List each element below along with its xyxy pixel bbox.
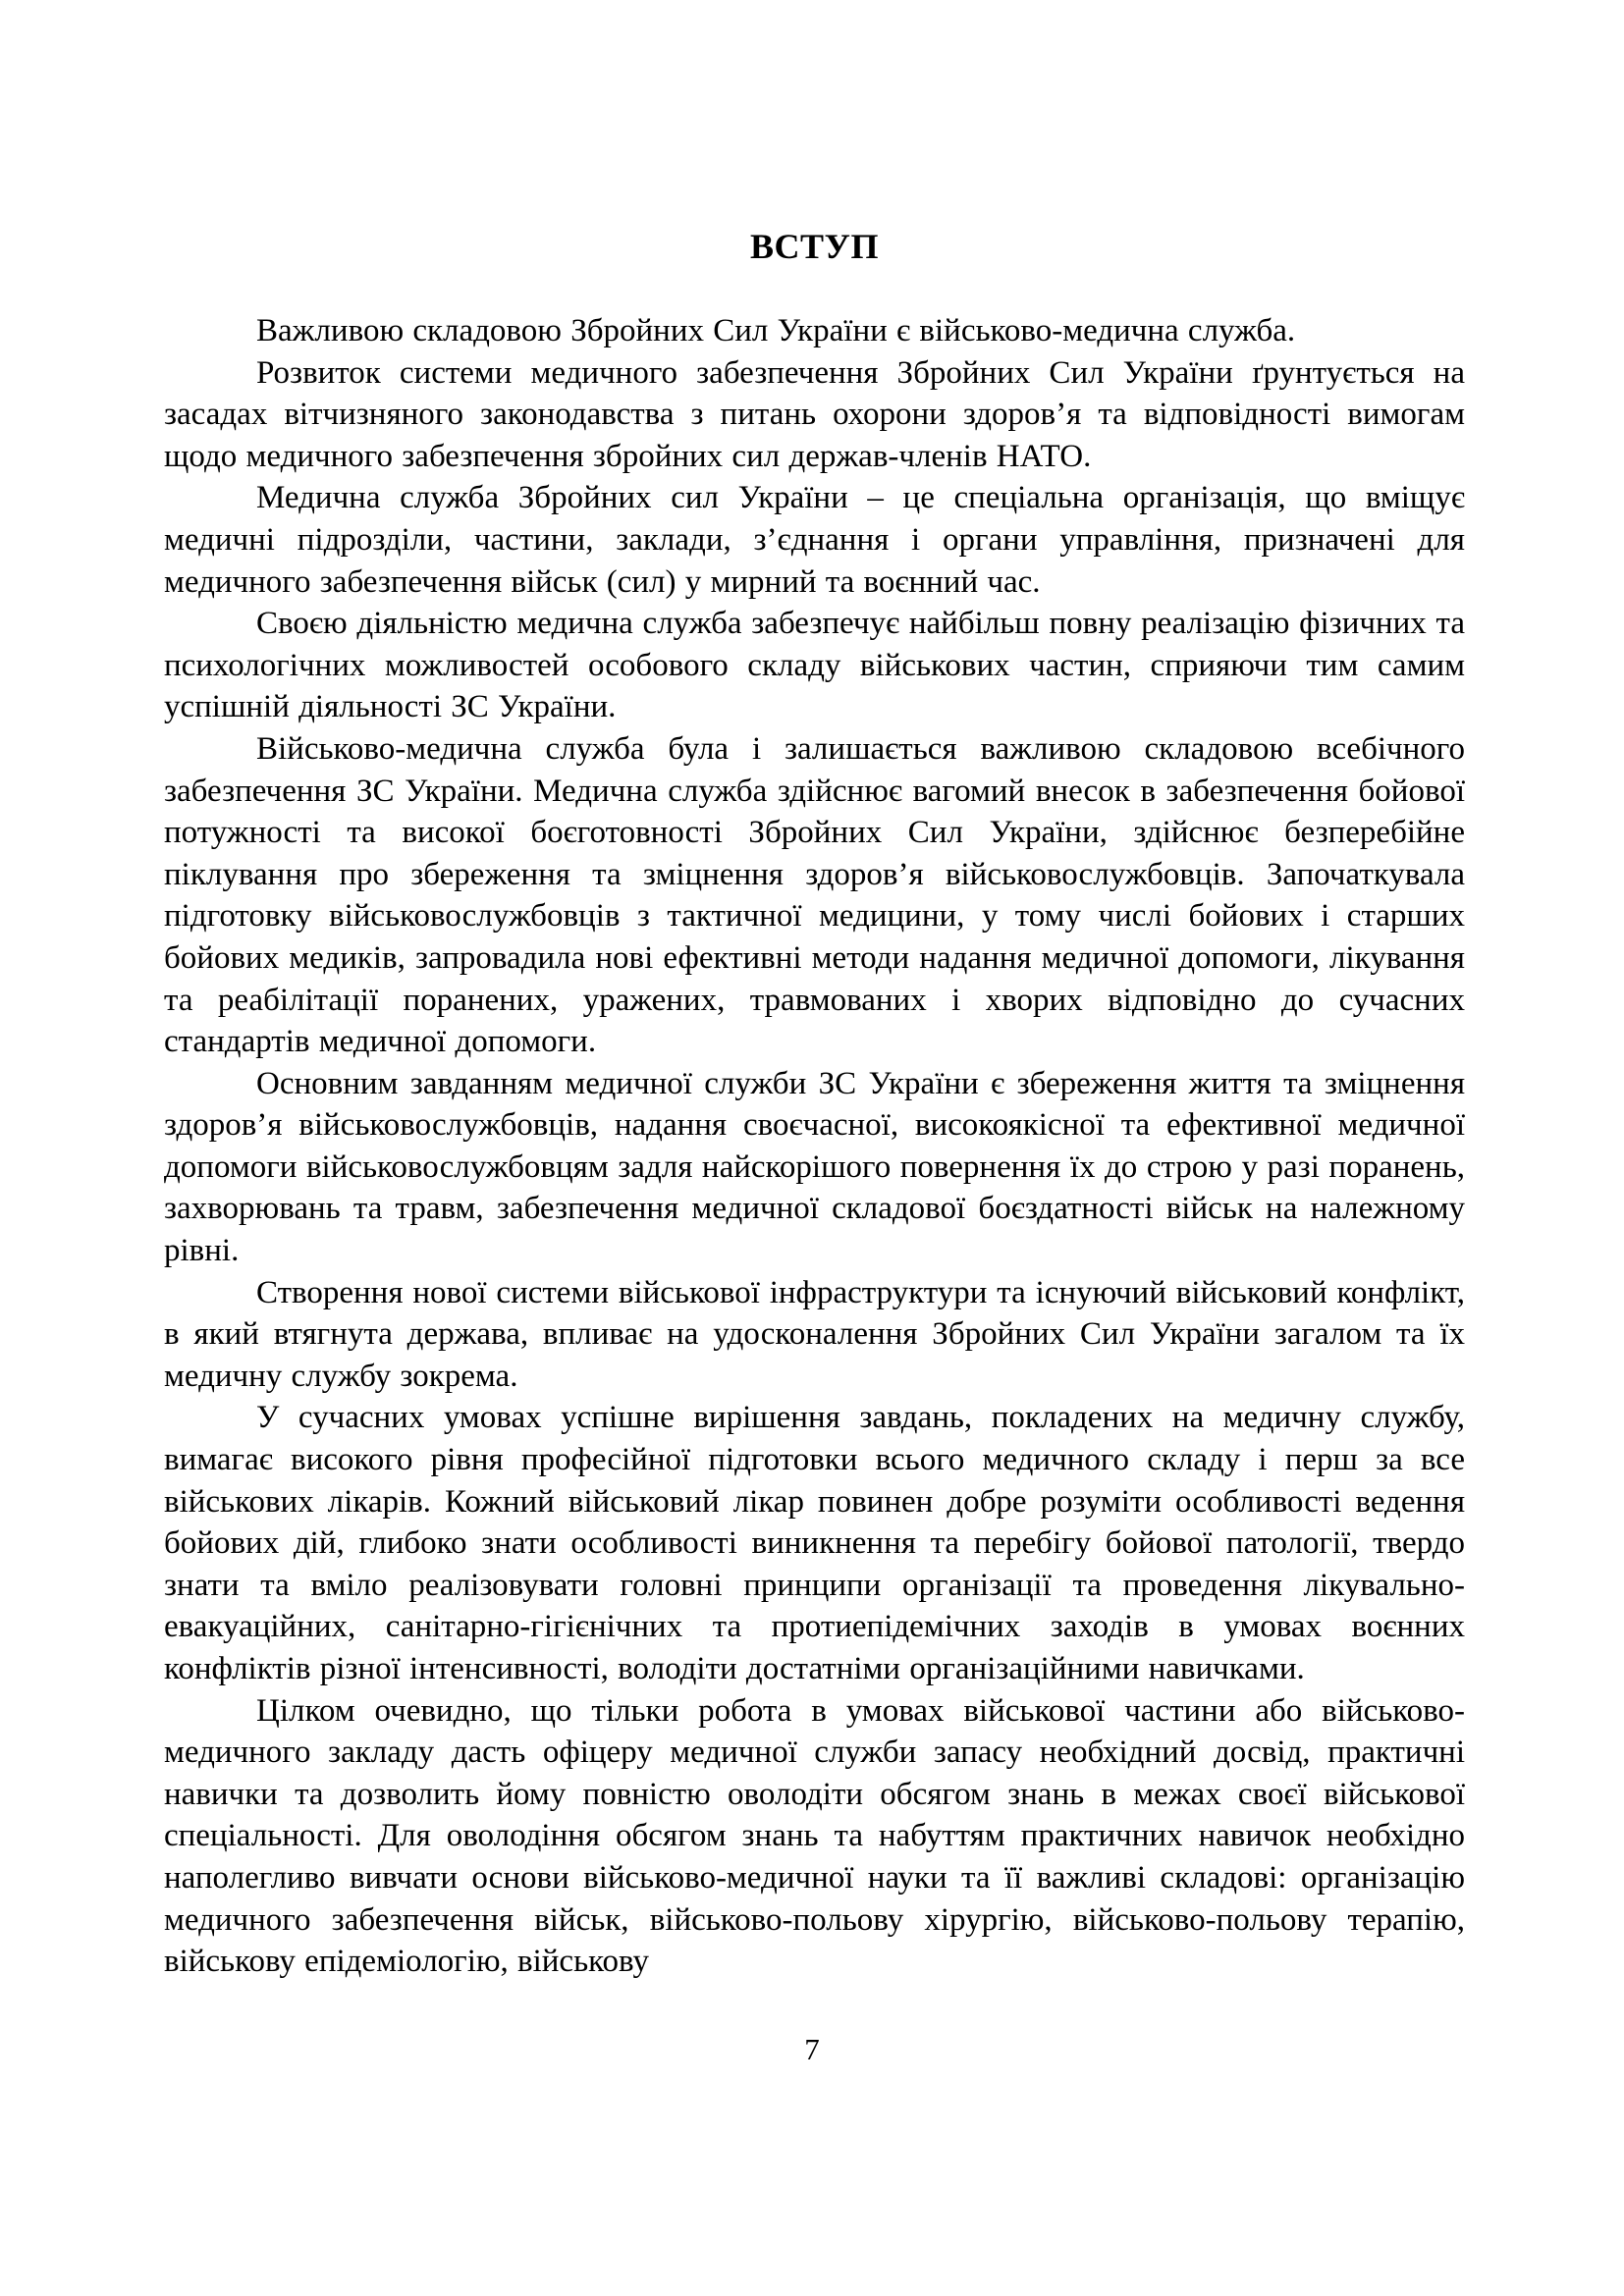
paragraph: У сучасних умовах успішне вирішення завдань, покладених на медичну службу, вимагає високого рівня професійної підготовки всього медичного складу і перш за все військових лікарів. Кожний військовий лікар повинен добре розуміти особливості ведення бойових дій, глибоко знати особливості виникнення та перебігу бойової патології, твердо знати та вміло реалізовувати головні принципи організації та проведення лікувально-евакуаційних, санітарно-гігієнічних та протиепідемічних заходів в умовах воєнних конфліктів різної інтенсивності, володіти достатніми організаційними навичками.: [164, 1400, 1465, 1686]
paragraph: Розвиток системи медичного забезпечення Збройних Сил України ґрунтується на засадах вітчизняного законодавства з питань охорони здоров’я та відповідності вимогам щодо медичного забезпечення збройних сил держав-членів НАТО.: [164, 354, 1465, 474]
page-number: 7: [804, 2032, 820, 2066]
paragraph: Основним завданням медичної служби ЗС України є збереження життя та зміцнення здоров’я військовослужбовців, надання своєчасної, високоякісної та ефективної медичної допомоги військовослужбовцям задля найскорішого повернення їх до строю у разі поранень, захворювань та травм, забезпечення медичної складової боєздатності військ на належному рівні.: [164, 1065, 1465, 1269]
paragraph: Своєю діяльністю медична служба забезпечує найбільш повну реалізацію фізичних та психологічних можливостей особового складу військових частин, сприяючи тим самим успішній діяльності ЗС України.: [164, 606, 1465, 725]
paragraph: Медична служба Збройних сил України – це спеціальна організація, що вміщує медичні підрозділи, частини, заклади, з’єднання і органи управління, призначені для медичного забезпечення військ (сил) у мирний та воєнний час.: [164, 480, 1465, 600]
paragraph: Створення нової системи військової інфраструктури та існуючий військовий конфлікт, в який втягнута держава, впливає на удосконалення Збройних Сил України загалом та їх медичну службу зокрема.: [164, 1274, 1465, 1394]
page-body: [164, 226, 1465, 1983]
paragraph: Цілком очевидно, що тільки робота в умовах військової частини або військово-медичного закладу дасть офіцеру медичної служби запасу необхідний досвід, практичні навички та дозволить йому повністю оволодіти обсягом знань в межах своєї військової спеціальності. Для оволодіння обсягом знань та набуттям практичних навичок необхідно наполегливо вивчати основи військово-медичної науки та її важливі складові: організацію медичного забезпечення військ, військово-польову хірургію, військово-польову терапію, військову епідеміологію, військову: [164, 1692, 1465, 1980]
page-title: ВСТУП: [750, 227, 879, 266]
paragraph: Важливою складовою Збройних Сил України є військово-медична служба.: [256, 313, 1296, 348]
paragraph: Військово-медична служба була і залишається важливою складовою всебічного забезпечення ЗС України. Медична служба здійснює вагомий внесок в забезпечення бойової потужності та високої боєготовності Збройних Сил України, здійснює безперебійне піклування про збереження та зміцнення здоров’я військовослужбовців. Започаткувала підготовку військовослужбовців з тактичної медицини, у тому числі бойових і старших бойових медиків, запровадила нові ефективні методи надання медичної допомоги, лікування та реабілітації поранених, уражених, травмованих і хворих відповідно до сучасних стандартів медичної допомоги.: [164, 730, 1465, 1060]
